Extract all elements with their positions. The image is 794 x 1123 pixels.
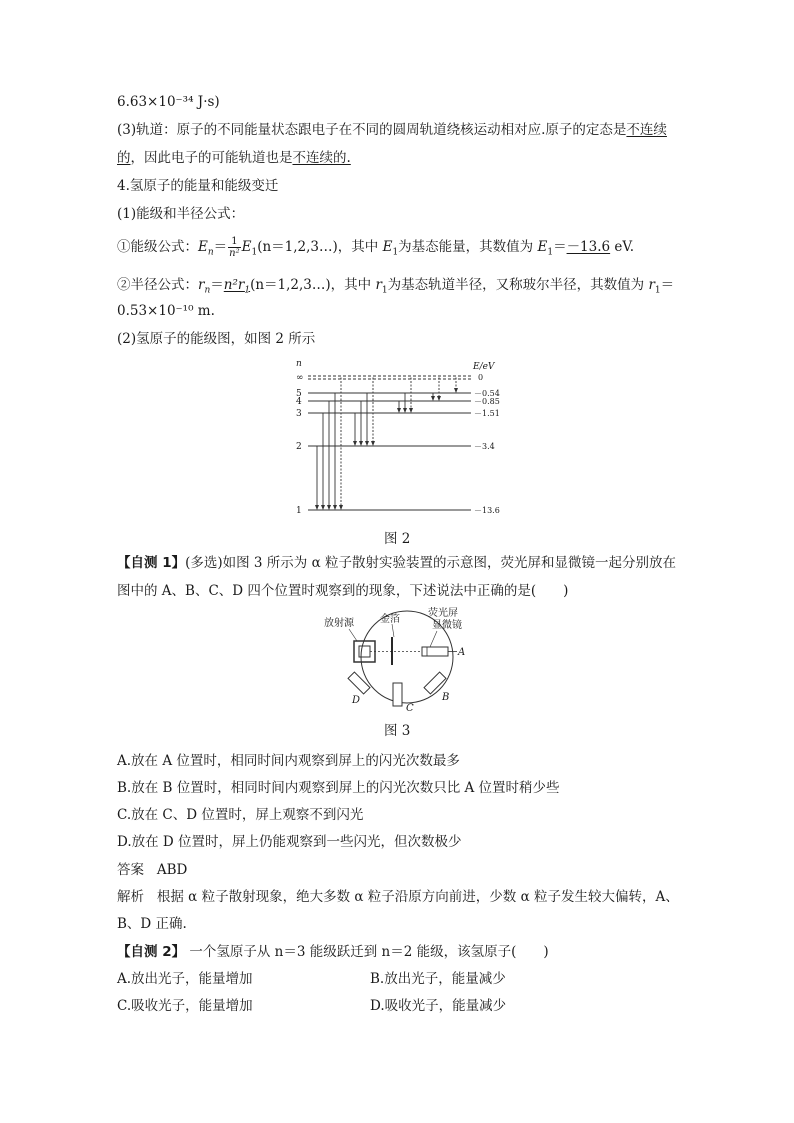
level-e-3: －1.51 bbox=[474, 409, 500, 418]
transition-arrowhead bbox=[437, 396, 441, 401]
q1-analysis-line-2: B、D 正确. bbox=[117, 916, 187, 932]
fraction-denominator: n² bbox=[229, 248, 240, 259]
fig3-label-b: B bbox=[442, 692, 450, 703]
foil-pointer bbox=[392, 624, 394, 637]
fig3-caption: 图 3 bbox=[384, 723, 411, 739]
radius-r1b: r bbox=[648, 277, 655, 293]
fraction-numerator: 1 bbox=[228, 236, 240, 248]
level-e-1: －13.6 bbox=[474, 506, 500, 515]
energy-formula-prefix: ①能级公式： bbox=[117, 239, 198, 255]
energy-e1-sub: 1 bbox=[251, 247, 258, 258]
fig3-scope-label: 显微镜 bbox=[432, 620, 462, 631]
orbit-line-1 bbox=[117, 121, 667, 139]
level-n-2: 2 bbox=[296, 442, 302, 452]
fig2-n-label: n bbox=[296, 359, 302, 369]
transition-arrowhead bbox=[371, 441, 375, 446]
transition-arrowhead bbox=[339, 505, 343, 510]
orbit-text-2: ，因此电子的可能轨道也是 bbox=[130, 150, 293, 166]
orbit-underline-1: 不连续 bbox=[626, 122, 667, 138]
radius-symbol: r bbox=[198, 277, 205, 293]
level-n-4: 4 bbox=[296, 397, 302, 407]
q1-answer bbox=[117, 861, 187, 879]
radius-r1-sub: 1 bbox=[381, 285, 388, 296]
q2-tag: 【自测 2】 bbox=[117, 944, 186, 960]
fig3-source-label: 放射源 bbox=[324, 618, 354, 629]
radius-mid: 为基态轨道半径，又称玻尔半径，其数值为 bbox=[387, 277, 649, 293]
radius-value bbox=[223, 277, 251, 296]
q1-option-d: D.放在 D 位置时，屏上仍能观察到一些闪光，但次数极少 bbox=[117, 834, 462, 850]
radius-r1b-sub: 1 bbox=[654, 285, 661, 296]
energy-e1b-sub: 1 bbox=[392, 247, 399, 258]
energy-sub-n: n bbox=[207, 247, 214, 258]
top-fragment: 6.63×10⁻³⁴ J·s) bbox=[117, 94, 220, 110]
transition-arrows bbox=[315, 378, 458, 511]
fig3-label-c: C bbox=[406, 703, 414, 712]
transition-arrowhead bbox=[315, 505, 319, 510]
transition-arrowhead bbox=[431, 396, 435, 401]
energy-fraction bbox=[228, 236, 240, 259]
radius-formula bbox=[117, 276, 674, 300]
energy-level-diagram bbox=[288, 355, 518, 520]
energy-eq2: ＝ bbox=[553, 239, 567, 255]
fig2-caption: 图 2 bbox=[384, 531, 411, 547]
radius-r1: r bbox=[375, 277, 382, 293]
level-n-3: 3 bbox=[296, 409, 302, 419]
level-e-4: －0.85 bbox=[474, 397, 500, 406]
transition-arrowhead bbox=[454, 388, 458, 393]
source-pointer bbox=[349, 629, 357, 641]
transition-arrowhead bbox=[333, 505, 337, 510]
radius-sub-n: n bbox=[204, 285, 211, 296]
alpha-scattering-diagram bbox=[322, 607, 492, 712]
energy-e1c-sub: 1 bbox=[547, 247, 554, 258]
fig2-e-label: E/eV bbox=[473, 362, 495, 372]
fig3-label-a: A bbox=[458, 647, 466, 658]
transition-arrowhead bbox=[359, 441, 363, 446]
energy-formula bbox=[117, 236, 634, 262]
radius-eq: ＝ bbox=[210, 277, 224, 293]
energy-mid: 为基态能量，其数值为 bbox=[398, 239, 538, 255]
energy-e1: E bbox=[241, 239, 252, 255]
q2-stem-line bbox=[117, 943, 549, 961]
level-n-inf: ∞ bbox=[296, 373, 304, 383]
q1-stem-line-2: 图中的 A、B、C、D 四个位置时观察到的现象，下述说法中正确的是( ) bbox=[117, 583, 569, 599]
q2-option-a: A.放出光子，能量增加 bbox=[117, 971, 253, 987]
answer-value: ABD bbox=[156, 862, 188, 878]
level-lines bbox=[308, 376, 471, 510]
orbit-text: (3)轨道：原子的不同能量状态跟电子在不同的圆周轨道绕核运动相对应.原子的定态是 bbox=[117, 122, 627, 138]
analysis-text-1: 根据 α 粒子散射现象，绝大多数 α 粒子沿原方向前进，少数 α 粒子发生较大偏转，A、 bbox=[156, 889, 679, 905]
orbit-line-2 bbox=[117, 149, 351, 167]
microscope-c bbox=[393, 683, 402, 706]
subsection-2: (2)氢原子的能级图，如图 2 所示 bbox=[117, 331, 316, 347]
microscope-b bbox=[424, 672, 446, 694]
q1-option-a: A.放在 A 位置时，相同时间内观察到屏上的闪光次数最多 bbox=[117, 753, 460, 769]
energy-value: －13.6 bbox=[566, 239, 611, 255]
microscope-a bbox=[422, 647, 448, 656]
radius-value-main: n²r bbox=[223, 277, 245, 293]
radius-range: (n＝1,2,3…)，其中 bbox=[250, 277, 376, 293]
transition-arrowhead bbox=[397, 408, 401, 413]
answer-label: 答案 bbox=[117, 862, 144, 878]
q1-analysis-line-1 bbox=[117, 888, 679, 906]
energy-symbol: E bbox=[198, 239, 208, 255]
energy-unit: eV. bbox=[610, 239, 635, 255]
level-e-2: －3.4 bbox=[474, 442, 495, 451]
fig3-screen-label: 荧光屏 bbox=[428, 608, 458, 619]
subsection-1: (1)能级和半径公式： bbox=[117, 206, 245, 222]
radius-eq2: ＝ bbox=[660, 277, 675, 293]
transition-arrowhead bbox=[353, 441, 357, 446]
level-e-inf: 0 bbox=[478, 373, 484, 382]
q1-stem-1: (多选)如图 3 所示为 α 粒子散射实验装置的示意图，荧光屏和显微镜一起分别放在 bbox=[185, 555, 676, 571]
microscope-d bbox=[348, 672, 370, 694]
scope-pointer bbox=[430, 631, 437, 647]
section-4-title: 4.氢原子的能量和能级变迁 bbox=[117, 178, 279, 194]
transition-arrowhead bbox=[409, 408, 413, 413]
orbit-underline-2: 的 bbox=[117, 150, 131, 166]
radius-formula-line-2: 0.53×10⁻¹⁰ m. bbox=[117, 303, 215, 319]
orbit-underline-3: 不连续的. bbox=[292, 150, 351, 166]
radius-value-sub: 1 bbox=[244, 285, 251, 296]
transition-arrowhead bbox=[321, 505, 325, 510]
transition-arrowhead bbox=[365, 441, 369, 446]
level-n-1: 1 bbox=[296, 506, 302, 516]
energy-eq: ＝ bbox=[213, 239, 228, 255]
radius-prefix: ②半径公式： bbox=[117, 277, 198, 293]
energy-range: (n＝1,2,3…)，其中 bbox=[257, 239, 383, 255]
q2-stem: 一个氢原子从 n＝3 能级跃迁到 n＝2 能级，该氢原子( ) bbox=[189, 944, 549, 960]
energy-e1c: E bbox=[537, 239, 548, 255]
fig3-foil-label: 金箔 bbox=[380, 614, 400, 625]
level-n-5: 5 bbox=[296, 389, 302, 399]
transition-arrowhead bbox=[327, 505, 331, 510]
q1-stem-line-1 bbox=[117, 554, 676, 572]
q2-option-c: C.吸收光子，能量增加 bbox=[117, 998, 253, 1014]
q1-option-c: C.放在 C、D 位置时，屏上观察不到闪光 bbox=[117, 807, 364, 823]
energy-e1b: E bbox=[382, 239, 393, 255]
analysis-label: 解析 bbox=[117, 889, 144, 905]
q1-tag: 【自测 1】 bbox=[117, 555, 186, 571]
q2-option-d: D.吸收光子，能量减少 bbox=[370, 998, 507, 1014]
transition-arrowhead bbox=[403, 408, 407, 413]
q2-option-b: B.放出光子，能量减少 bbox=[370, 971, 506, 987]
fig3-label-d: D bbox=[352, 695, 361, 706]
q1-option-b: B.放在 B 位置时，相同时间内观察到屏上的闪光次数只比 A 位置时稍少些 bbox=[117, 780, 560, 796]
level-e-5: －0.54 bbox=[474, 389, 500, 398]
